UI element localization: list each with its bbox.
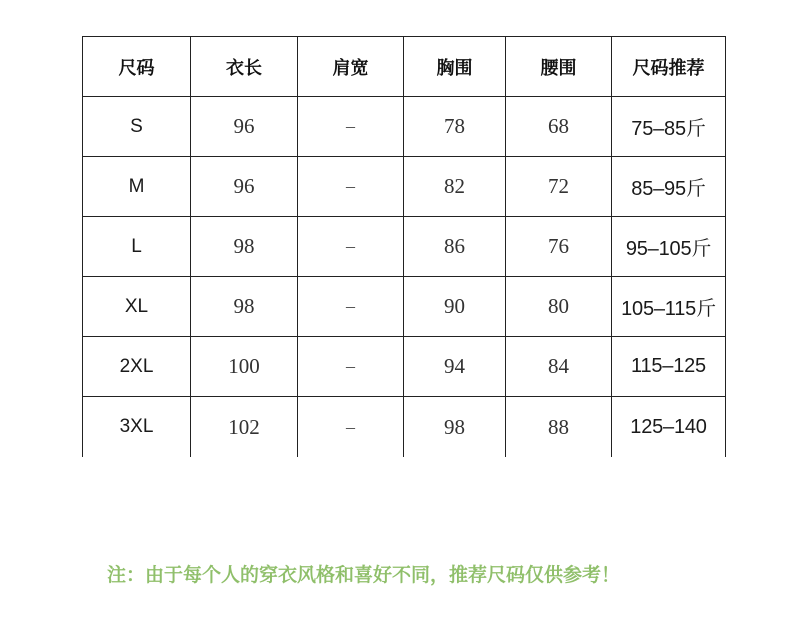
cell-recommend: 95–105斤: [612, 217, 726, 277]
size-disclaimer-note: 注：由于每个人的穿衣风格和喜好不同，推荐尺码仅供参考！: [107, 564, 621, 586]
cell-shoulder: –: [298, 277, 404, 337]
header-chest: 胸围: [404, 37, 506, 97]
cell-size: M: [83, 157, 191, 217]
cell-chest: 82: [404, 157, 506, 217]
header-length: 衣长: [191, 37, 298, 97]
header-recommend: 尺码推荐: [612, 37, 726, 97]
cell-size: 2XL: [83, 337, 191, 397]
cell-waist: 80: [506, 277, 612, 337]
size-chart-table: [82, 36, 726, 457]
cell-chest: 86: [404, 217, 506, 277]
table-header-row: [83, 37, 726, 97]
header-waist: 腰围: [506, 37, 612, 97]
cell-recommend: 75–85斤: [612, 97, 726, 157]
cell-length: 102: [191, 397, 298, 458]
cell-recommend: 105–115斤: [612, 277, 726, 337]
cell-length: 98: [191, 277, 298, 337]
header-size: 尺码: [83, 37, 191, 97]
cell-waist: 84: [506, 337, 612, 397]
header-shoulder: 肩宽: [298, 37, 404, 97]
cell-chest: 94: [404, 337, 506, 397]
cell-waist: 76: [506, 217, 612, 277]
cell-length: 98: [191, 217, 298, 277]
cell-waist: 88: [506, 397, 612, 458]
cell-recommend: 85–95斤: [612, 157, 726, 217]
cell-size: S: [83, 97, 191, 157]
cell-length: 96: [191, 157, 298, 217]
cell-shoulder: –: [298, 97, 404, 157]
table-row: [83, 97, 726, 157]
table-row: [83, 217, 726, 277]
cell-size: XL: [83, 277, 191, 337]
cell-waist: 68: [506, 97, 612, 157]
cell-chest: 90: [404, 277, 506, 337]
cell-chest: 78: [404, 97, 506, 157]
cell-size: 3XL: [83, 397, 191, 458]
cell-recommend: 125–140: [612, 397, 726, 458]
cell-length: 100: [191, 337, 298, 397]
cell-waist: 72: [506, 157, 612, 217]
cell-size: L: [83, 217, 191, 277]
table-row: [83, 337, 726, 397]
cell-length: 96: [191, 97, 298, 157]
table-row: [83, 397, 726, 458]
table-row: [83, 277, 726, 337]
cell-chest: 98: [404, 397, 506, 458]
cell-shoulder: –: [298, 217, 404, 277]
cell-recommend: 115–125: [612, 337, 726, 397]
cell-shoulder: –: [298, 337, 404, 397]
table-row: [83, 157, 726, 217]
cell-shoulder: –: [298, 397, 404, 458]
cell-shoulder: –: [298, 157, 404, 217]
